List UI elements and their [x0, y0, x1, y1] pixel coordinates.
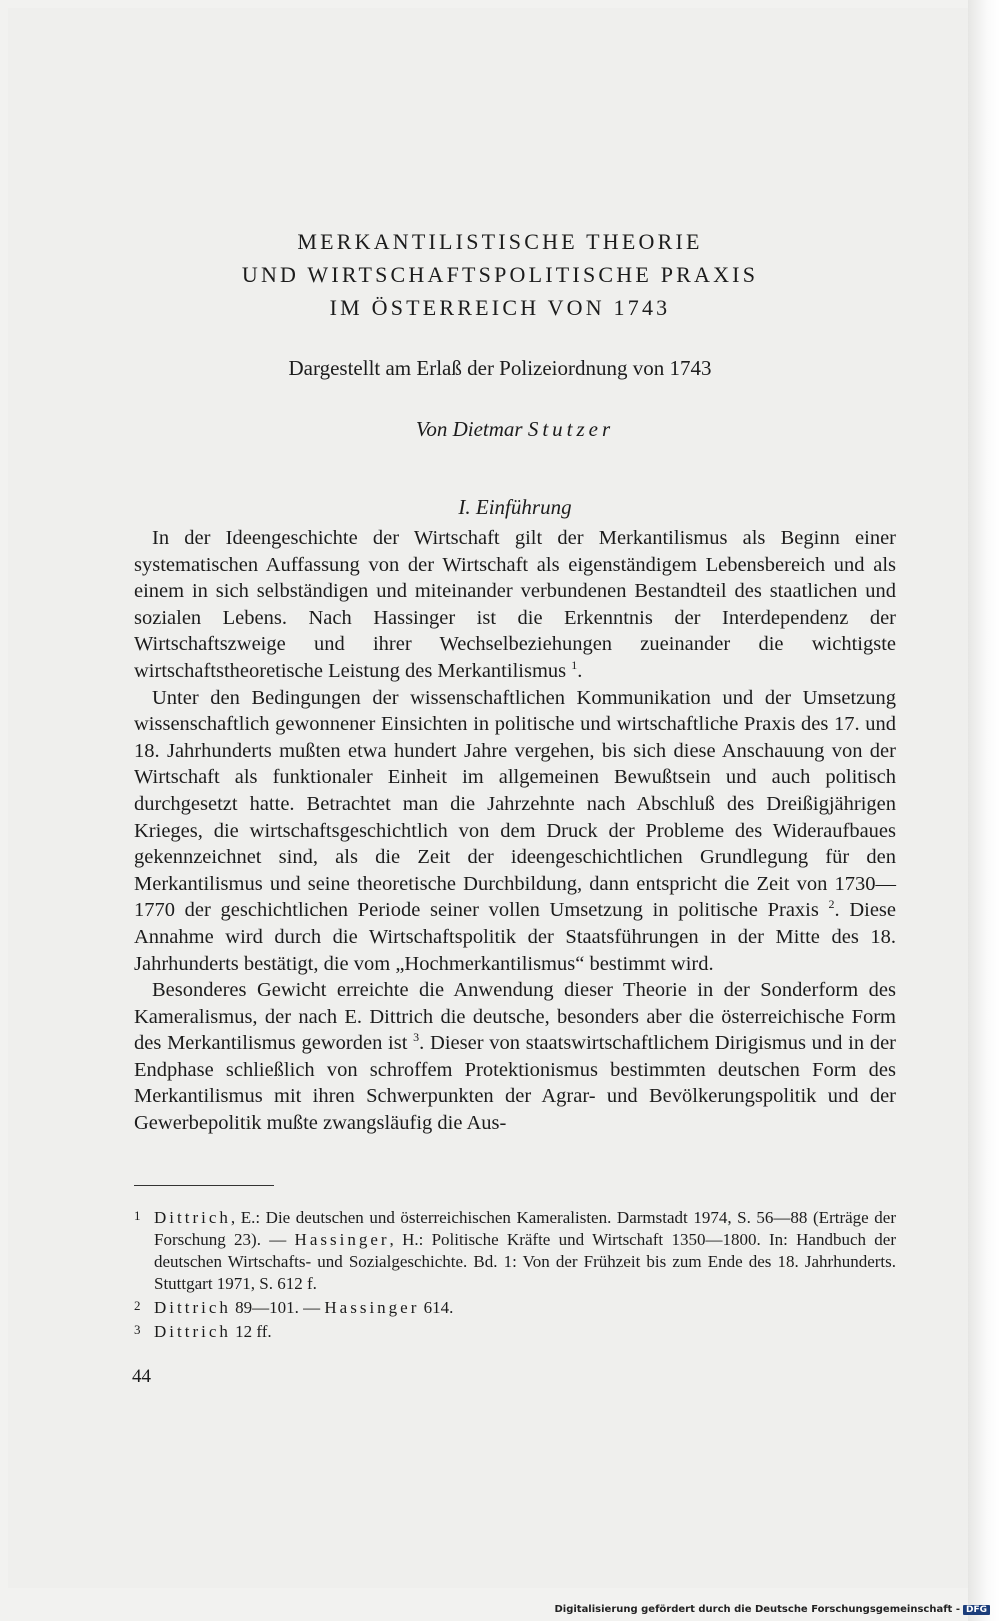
paragraph-1-end: .	[577, 659, 583, 682]
footnote-ref-2: 2	[828, 897, 835, 912]
title-line-1: MERKANTILISTISCHE THEORIE	[297, 229, 703, 254]
paragraph-3-end: . Dieser von staatswirtschaftlichem Dirigismus und in der Endphase schließlich von schroffem Protektionismus bestimmten deutschen Form des Merkantilismus mit ihren Schwerpunkten der Agrar- und Bevölkerungspolitik und der Gewerbepolitik mußte zwangsläufig die Aus-	[134, 1032, 896, 1135]
digitization-credit-text: Digitalisierung gefördert durch die Deutsche Forschungsgemeinschaft -	[554, 1604, 960, 1615]
paragraph-1-text: In der Ideengeschichte der Wirtschaft gilt der Merkantilismus als Beginn einer systematischen Auffassung von der Wirtschaft als eigenständigem Lebensbereich und als einem in sich selbständigen und miteinander verbundenen Bestandteil des staatlichen und sozialen Lebens. Nach Hassinger ist die Erkenntnis der Interdependenz der Wirtschaftszweige und ihrer Wechselbeziehungen zueinander die wichtigste wirtschaftstheoretische Leistung des Merkantilismus	[134, 527, 896, 682]
author-prefix: Von Dietmar	[415, 417, 523, 441]
author-line	[200, 417, 830, 442]
footnote-ref-3: 3	[413, 1030, 420, 1045]
footnote-2-text-2: 614.	[419, 1298, 454, 1317]
footnote-2-number: 2	[134, 1298, 141, 1313]
author-surname: Stutzer	[527, 417, 615, 441]
footnote-2-text-1: 89—101. —	[230, 1298, 325, 1317]
paragraph-2	[134, 685, 896, 978]
section-heading: I. Einführung	[458, 495, 572, 519]
footnote-2-author-2: Hassinger	[324, 1298, 420, 1317]
title-line-3: IM ÖSTERREICH VON 1743	[329, 295, 671, 320]
article-subtitle: Dargestellt am Erlaß der Polizeiordnung von 1743	[288, 356, 712, 380]
footnote-3-author-1: Dittrich	[154, 1322, 231, 1341]
dfg-logo-icon: DFG	[963, 1605, 990, 1615]
footnote-1-author-2: Hassinger	[294, 1230, 390, 1249]
paragraph-2-end: . Diese Annahme wird durch die Wirtschaftspolitik der Staatsführungen in der Mitte des 18. Jahrhunderts bestätigt, die vom „Hochmerkantilismus“ bestimmt wird.	[134, 899, 897, 975]
footnote-1-author-1: Dittrich	[154, 1208, 231, 1227]
page-edge-shadow	[968, 0, 1000, 1621]
footnote-1-text-2: , H.: Politische Kräfte und Wirtschaft 1350—1800. In: Handbuch der deutschen Wirtschafts- und Sozialgeschichte. Bd. 1: Von der Frühzeit bis zum Ende des 18. Jahrhunderts. Stuttgart 1971, S. 612 f.	[154, 1230, 896, 1293]
article-title	[200, 225, 800, 324]
digitization-credit	[554, 1604, 990, 1615]
footnote-1-text-1: , E.: Die deutschen und österreichischen Kameralisten. Darmstadt 1974, S. 56—88 (Erträge der Forschung 23). —	[154, 1208, 896, 1249]
footnote-3	[134, 1319, 896, 1343]
footnote-3-text-1: 12 ff.	[230, 1322, 272, 1341]
footnote-ref-1: 1	[571, 658, 578, 673]
footnote-2	[134, 1295, 896, 1319]
paragraph-3-text: Besonderes Gewicht erreichte die Anwendung dieser Theorie in der Sonderform des Kameralismus, der nach E. Dittrich die deutsche, besonders aber die österreichische Form des Merkantilismus geworden ist	[134, 979, 896, 1055]
paragraph-1	[134, 525, 896, 685]
footnote-2-author-1: Dittrich	[154, 1298, 231, 1317]
title-line-2: UND WIRTSCHAFTSPOLITISCHE PRAXIS	[241, 262, 759, 287]
footnotes	[134, 1205, 896, 1343]
footnote-divider	[134, 1185, 274, 1186]
footnote-1	[134, 1205, 896, 1295]
paragraph-3	[134, 977, 896, 1137]
footnote-1-number: 1	[134, 1208, 141, 1223]
body-text	[134, 525, 896, 1137]
page-number: 44	[132, 1366, 151, 1387]
paragraph-2-text: Unter den Bedingungen der wissenschaftlichen Kommunikation und der Umsetzung wissenschaftlich gewonnener Einsichten in politische und wirtschaftliche Praxis des 17. und 18. Jahrhunderts mußten etwa hundert Jahre vergehen, bis sich diese Anschauung von der Wirtschaft als funktionaler Einheit im allgemeinen Bewußtsein und auch politisch durchgesetzt hatte. Betrachtet man die Jahrzehnte nach Abschluß des Dreißigjährigen Krieges, die wirtschaftsgeschichtlich von dem Druck der Probleme des Wideraufbaues gekennzeichnet sind, als die Zeit der ideengeschichtlichen Grundlegung für den Merkantilismus und seine theoretische Durchbildung, dann entspricht die Zeit von 1730—1770 der geschichtlichen Periode seiner vollen Umsetzung in politische Praxis	[134, 686, 896, 922]
footnote-3-number: 3	[134, 1322, 141, 1337]
